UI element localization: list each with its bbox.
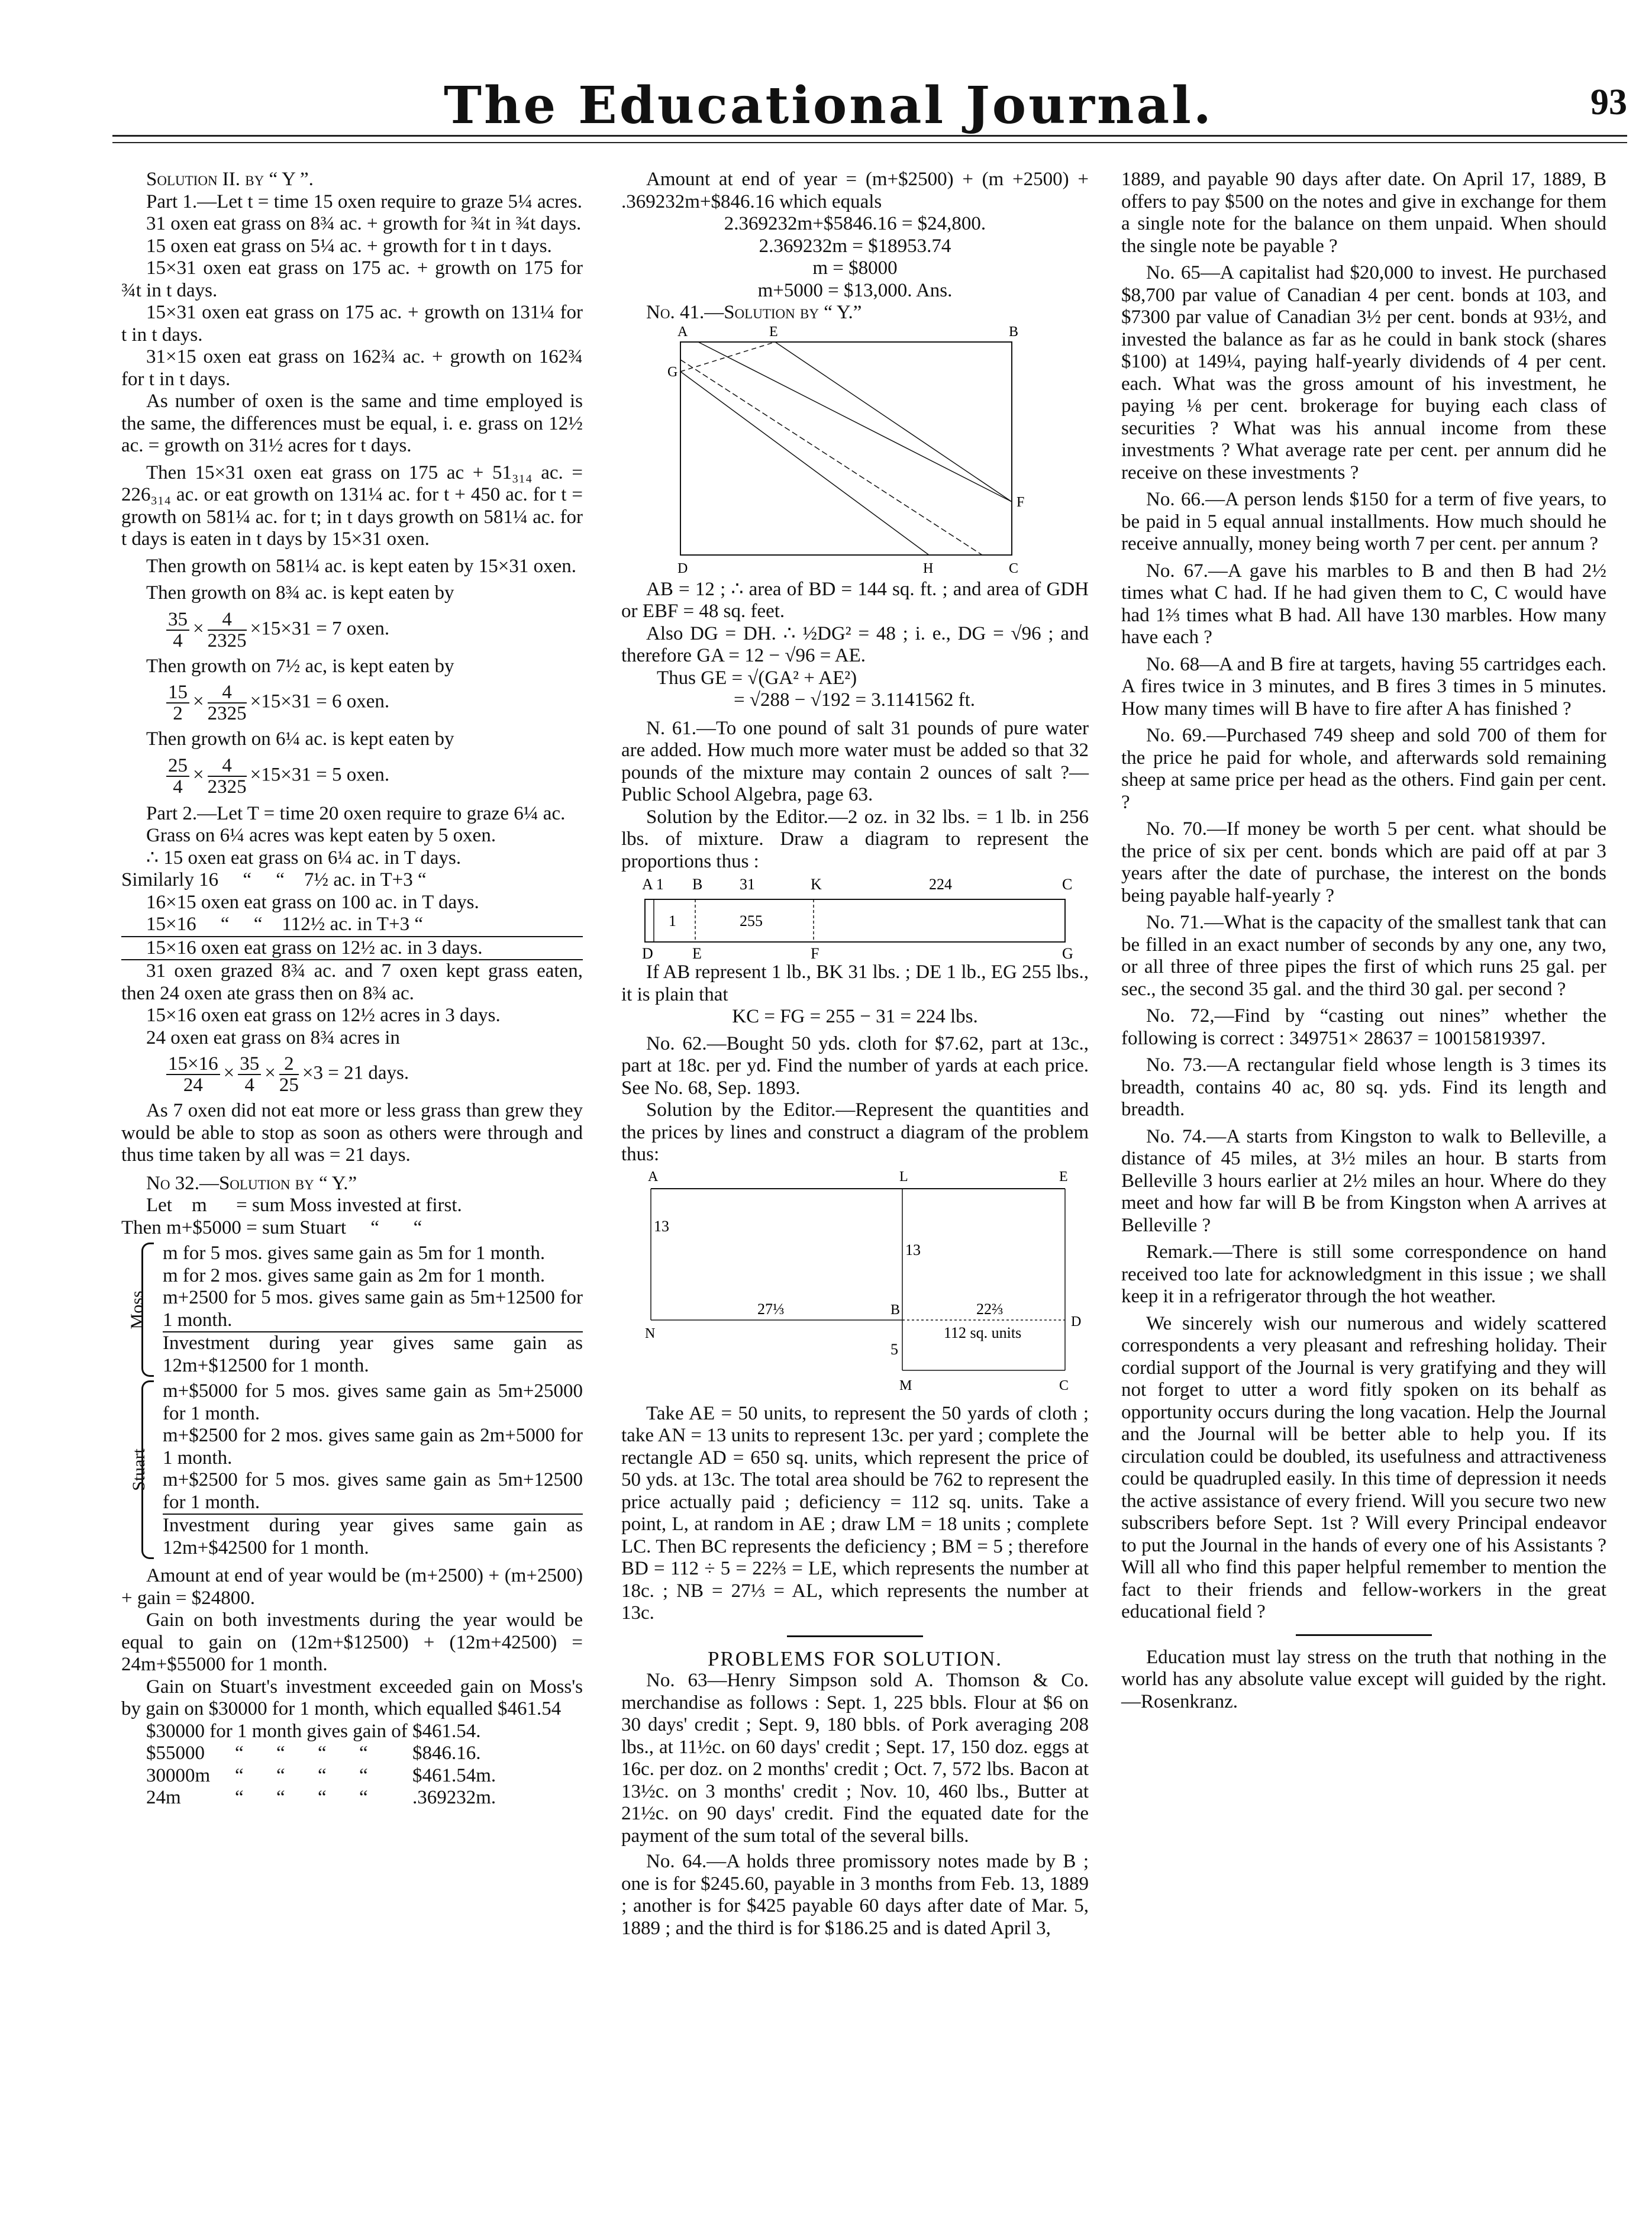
header-rule xyxy=(112,135,1627,137)
label-n: N xyxy=(645,1325,656,1341)
paragraph: 15×31 oxen eat grass on 175 ac. + growth on 175 for ¾t in t days. xyxy=(121,257,583,301)
problem-65: No. 65—A capitalist had $20,000 to invest. He purchased $8,700 par value of Canadian 4 per cent. bonds at 103, and $7300 par value of Canadian 3½ per cent. bonds at 93½, and invested the balance as far as he could in bank stock (shares $100) at 149¼, paying half-yearly dividends of 4 per cent. each. What was the gross amount of his investment, he paying ⅛ per cent. brokerage for buying each class of securities ? What was his annual income from these investments ? What average rate per cent. per annum did he receive on these investments ? xyxy=(1121,262,1606,483)
table-cell: “ xyxy=(318,1787,327,1808)
solution-heading: No. 41.—Solution by “ Y.” xyxy=(646,302,862,323)
remark: Remark.—There is still some correspondence on hand received too late for acknowledgment in this issue ; we shall keep it in a refrigerator through the hot weather. xyxy=(1121,1241,1606,1307)
solution-heading: No 32.—Solution by “ Y.” xyxy=(146,1172,357,1194)
gain-table xyxy=(146,1742,583,1809)
paragraph: Then growth on 8¾ ac. is kept eaten by xyxy=(146,582,454,604)
problem-62: No. 62.—Bought 50 yds. cloth for $7.62, part at 13c., part at 18c. per yd. Find the number of yards at each price. See No. 68, Sep. 1893. xyxy=(621,1032,1089,1099)
column-3 xyxy=(1121,169,1606,1713)
paragraph: Similarly 16 “ “ 7½ ac. in T+3 “ xyxy=(121,869,427,890)
equation: $\frac{25}{4}$ × $\frac{4}{2325}$ ×15×31 = 5 oxen. xyxy=(163,756,583,797)
column-2 xyxy=(621,169,1089,1940)
problem-68: No. 68—A and B fire at targets, having 55 cartridges each. A fires twice in 3 minutes, and B fires 3 times in 5 minutes. How many times will B have to fire after A has finished ? xyxy=(1121,653,1606,719)
paragraph: Part 1.—Let t = time 15 oxen require to graze 5¼ acres. xyxy=(146,191,583,212)
label-m: M xyxy=(899,1377,912,1393)
cloth-diagram xyxy=(621,1166,1089,1403)
table-row xyxy=(146,1742,583,1765)
paragraph: 31×15 oxen eat grass on 162¾ ac. + growth on 162¾ for t in t days. xyxy=(121,346,583,390)
label-a: A xyxy=(648,1169,659,1185)
bracket-line: m+2500 for 5 mos. gives same gain as 5m+12500 for 1 month. xyxy=(163,1287,583,1332)
label: A 1 xyxy=(642,876,664,893)
paragraph: 16×15 oxen eat grass on 100 ac. in T days. xyxy=(146,891,479,913)
paragraph: Gain on Stuart's investment exceeded gain on Moss's by gain on $30000 for 1 month, which equalled $461.54 xyxy=(121,1676,583,1719)
equation: $\frac{15\times 16}{24}$ × $\frac{35}{4}$ × $\frac{2}{25}$ ×3 = 21 days. xyxy=(163,1054,583,1095)
problem-67: No. 67.—A gave his marbles to B and then B had 2½ times what C had. If he had given them to C, C would have had 1⅔ times what B had. All have 130 marbles. How many have each ? xyxy=(1121,560,1606,648)
bracket-line: m+$2500 for 5 mos. gives same gain as 5m+12500 for 1 month. xyxy=(163,1469,583,1515)
table-cell: “ xyxy=(318,1742,327,1764)
masthead xyxy=(112,76,1627,135)
table-cell: “ xyxy=(235,1742,244,1764)
label-f: F xyxy=(1017,494,1025,510)
table-row xyxy=(146,1787,583,1809)
paragraph: Then growth on 6¼ ac. is kept eaten by xyxy=(146,728,454,750)
paragraph: Also DG = DH. ∴ ½DG² = 48 ; i. e., DG = √96 ; and therefore GA = 12 − √96 = AE. xyxy=(621,622,1089,666)
label-a: A xyxy=(677,324,688,340)
problem-61: N. 61.—To one pound of salt 31 pounds of pure water are added. How much more water must be added so that 32 pounds of the mixture may contain 2 ounces of salt ?—Public School Algebra, page 63. xyxy=(621,717,1089,805)
label-e: E xyxy=(769,324,778,340)
table-cell: “ xyxy=(235,1764,244,1786)
label: C xyxy=(1062,876,1073,893)
equation-line: m = $8000 xyxy=(812,257,898,279)
problem-72: No. 72,—Find by “casting out nines” whether the following is correct : 349751× 28637 = 10015819397. xyxy=(1121,1005,1606,1049)
label: E xyxy=(692,945,702,961)
equation-line: KC = FG = 255 − 31 = 224 lbs. xyxy=(732,1006,978,1027)
section-heading: PROBLEMS FOR SOLUTION. xyxy=(707,1647,1003,1670)
problem-64: No. 64.—A holds three promissory notes made by B ; one is for $245.60, payable in 3 months from Feb. 13, 1889 ; another is for $425 payable 60 days after date of Mar. 5, 1889 ; and the third is for $186.25 and is dated April 3, xyxy=(621,1851,1089,1939)
problem-71: No. 71.—What is the capacity of the smallest tank that can be filled in an exact number of seconds by any one, any two, or all three of three pipes the first of which runs 25 gal. per sec., the second 35 gal. and the third 30 gal. per second ? xyxy=(1121,912,1606,1000)
label: 224 xyxy=(929,876,952,893)
label: 255 xyxy=(740,912,763,930)
equation-text: ×15×31 = 6 oxen. xyxy=(250,690,390,712)
paragraph: Amount at end of year = (m+$2500) + (m +2500) + .369232m+$846.16 which equals xyxy=(621,169,1089,212)
bracket-line: Investment during year gives same gain as 12m+$42500 for 1 month. xyxy=(163,1515,583,1558)
moss-bracket xyxy=(121,1243,583,1377)
paragraph: Part 2.—Let T = time 20 oxen require to graze 6¼ ac. xyxy=(146,802,566,824)
page-number: 93 xyxy=(1590,82,1627,122)
label-l: L xyxy=(899,1169,908,1185)
equation: $\frac{15}{2}$ × $\frac{4}{2325}$ ×15×31 = 6 oxen. xyxy=(163,682,583,724)
label: 13 xyxy=(905,1241,921,1259)
label-e: E xyxy=(1059,1169,1068,1185)
label: D xyxy=(642,945,653,961)
label-d: D xyxy=(677,560,688,576)
label: 22⅔ xyxy=(976,1300,1004,1318)
bracket-line: m for 2 mos. gives same gain as 2m for 1 month. xyxy=(163,1264,546,1286)
label-g: G xyxy=(667,364,678,380)
problem-69: No. 69.—Purchased 749 sheep and sold 700 of them for the price he paid for whole, and afterwards sold remaining sheep at same price per head as the others. Find gain per cent. ? xyxy=(1121,725,1606,813)
holiday-notice: We sincerely wish our numerous and widely scattered correspondents a very pleasant and refreshing holiday. Their cordial support of the Journal is very gratifying and they will not forget to utter a word fitly spoken on its behalf as opportunity occurs during the long vacation. Help the Journal and the Journal will be better able to help you. If its circulation could be doubled, its usefulness and attractiveness could be quadrupled easily. In this time of depression it needs the active assistance of every friend. Will you secure two new subscribers before Sept. 1st ? Will every Principal endeavor to put the Journal in the hands of every one of his Assistants ? Will all who find this paper helpful remember to mention the fact to their friends and fellow-workers in the great educational field ? xyxy=(1121,1312,1606,1622)
table-cell: “ xyxy=(359,1764,368,1786)
problem-66: No. 66.—A person lends $150 for a term of five years, to be paid in 5 equal annual installments. How much should he receive annually, money being worth 7 per cent. per annum ? xyxy=(1121,489,1606,554)
paragraph: 31 oxen eat grass on 8¾ ac. + growth for ¾t in ¾t days. xyxy=(146,213,582,234)
label: 27⅓ xyxy=(757,1300,785,1318)
square-diagram xyxy=(621,324,1089,579)
moss-label: Moss xyxy=(127,1290,147,1330)
bracket-line: m+$5000 for 5 mos. gives same gain as 5m+25000 for 1 month. xyxy=(163,1380,583,1424)
paragraph: Solution by the Editor.—Represent the quantities and the prices by lines and construct a diagram of the problem thus: xyxy=(621,1099,1089,1165)
diagonal-line xyxy=(680,360,982,555)
paragraph: Then growth on 581¼ ac. is kept eaten by 15×31 oxen. xyxy=(146,555,577,577)
table-cell: $846.16. xyxy=(412,1742,481,1764)
paragraph: ∴ 15 oxen eat grass on 6¼ ac. in T days. xyxy=(146,847,462,869)
paragraph: Grass on 6¼ acres was kept eaten by 5 oxen. xyxy=(146,825,496,846)
table-cell: 24m xyxy=(146,1787,181,1808)
section-divider xyxy=(1296,1634,1432,1636)
journal-title: The Educational Journal. xyxy=(444,76,1214,135)
paragraph: Then 15×31 oxen eat grass on 175 ac + 51₃₁₄ ac. = 226₃₁₄ ac. or eat growth on 131¼ ac. for t + 450 ac. for t = growth on 581¼ ac. for t; in t days growth on 581¼ ac. for t days is eaten in t days by 15×31 oxen. xyxy=(121,462,583,550)
solution-heading: Solution II. by “ Y ”. xyxy=(146,169,314,190)
paragraph: 15×16 oxen eat grass on 12½ acres in 3 days. xyxy=(146,1005,501,1026)
label-b: B xyxy=(890,1302,901,1318)
paragraph: 15×16 oxen eat grass on 12½ ac. in 3 days. xyxy=(121,937,583,961)
equation-text: ×15×31 = 5 oxen. xyxy=(250,764,390,786)
equation-line: 2.369232m+$5846.16 = $24,800. xyxy=(724,213,986,234)
label-c: C xyxy=(1009,560,1019,576)
salt-diagram xyxy=(621,873,1089,961)
outer-bar xyxy=(645,899,1065,942)
closing-quote: Education must lay stress on the truth that nothing in the world has any absolute value except will guided by the right.—Rosenkranz. xyxy=(1121,1646,1606,1712)
paragraph: AB = 12 ; ∴ area of BD = 144 sq. ft. ; and area of GDH or EBF = 48 sq. feet. xyxy=(621,578,1089,622)
table-row xyxy=(146,1765,583,1787)
table-cell: .369232m. xyxy=(412,1787,496,1808)
problem-63: No. 63—Henry Simpson sold A. Thomson & Co. merchandise as follows : Sept. 1, 225 bbls. Flour at $6 on 30 days' credit ; Sept. 9, 180 bbls. of Pork averaging 208 lbs., at 11½c. on 60 days' credit ; Sept. 17, 150 doz. eggs at 16c. per doz. on 2 months' credit ; Oct. 7, 572 lbs. Bacon at 13½c. on 3 months' credit ; Nov. 10, 460 lbs., Butter at 21½c. on 90 days' credit. Find the equated date for the payment of the sum total of the several bills. xyxy=(621,1670,1089,1847)
problem-74: No. 74.—A starts from Kingston to walk to Belleville, a distance of 45 miles, at 3½ miles an hour. B starts from Belleville 3 hours earlier at 2½ miles an hour. Where do they meet and how far will B be from Kingston when A arrives at Belleville ? xyxy=(1121,1125,1606,1236)
table-cell: $55000 xyxy=(146,1742,205,1764)
table-cell: “ xyxy=(276,1764,285,1786)
table-cell: “ xyxy=(276,1787,285,1808)
table-cell: “ xyxy=(276,1742,285,1764)
label: K xyxy=(811,876,822,893)
label-c: C xyxy=(1059,1377,1069,1393)
equation-line: m+5000 = $13,000. Ans. xyxy=(757,279,953,301)
header-rule-thin xyxy=(112,142,1627,143)
problem-70: No. 70.—If money be worth 5 per cent. what should be the price of six per cent. bonds which are paid off at par 3 years after the date of purchase, the interest on the bonds being payable half-yearly ? xyxy=(1121,818,1606,906)
line-ef xyxy=(775,342,1012,502)
paragraph: 1889, and payable 90 days after date. On April 17, 1889, B offers to pay $500 on the notes and give in exchange for them a single note for the balance on them unpaid. When should the single note be payable ? xyxy=(1121,169,1606,257)
equation-line: = √288 − √192 = 3.1141562 ft. xyxy=(734,689,975,711)
paragraph: Gain on both investments during the year would be equal to gain on (12m+$12500) + (12m+42500) = 24m+$55000 for 1 month. xyxy=(121,1609,583,1675)
paragraph: 15×16 “ “ 112½ ac. in T+3 “ xyxy=(121,914,583,937)
table-cell: “ xyxy=(359,1742,368,1764)
paragraph: Let m = sum Moss invested at first. xyxy=(146,1195,462,1216)
label: F xyxy=(811,945,819,961)
table-cell: “ xyxy=(318,1764,327,1786)
equation-line: Thus GE = √(GA² + AE²) xyxy=(657,667,857,689)
label-b: B xyxy=(1009,324,1019,340)
paragraph: As 7 oxen did not eat more or less grass than grew they would be able to stop as soon as others were through and thus time taken by all was = 21 days. xyxy=(121,1100,583,1166)
equation: $\frac{35}{4}$ × $\frac{4}{2325}$ ×15×31 = 7 oxen. xyxy=(163,609,583,651)
paragraph: Then m+$5000 = sum Stuart “ “ xyxy=(121,1216,422,1238)
square-outline xyxy=(680,342,1012,555)
equation-text: ×15×31 = 7 oxen. xyxy=(250,618,390,640)
label: 1 xyxy=(669,912,676,930)
problem-73: No. 73.—A rectangular field whose length is 3 times its breadth, contains 40 ac, 80 sq. yds. Find its length and breadth. xyxy=(1121,1054,1606,1120)
label-h: H xyxy=(923,560,934,576)
equation-line: 2.369232m = $18953.74 xyxy=(759,235,951,257)
paragraph: 24 oxen eat grass on 8¾ acres in xyxy=(146,1027,400,1048)
label: 112 sq. units xyxy=(944,1324,1022,1341)
table-cell: $461.54m. xyxy=(412,1764,496,1786)
paragraph: Solution by the Editor.—2 oz. in 32 lbs. = 1 lb. in 256 lbs. of mixture. Draw a diagram to represent the proportions thus : xyxy=(621,806,1089,872)
paragraph: Amount at end of year would be (m+2500) + (m+2500) + gain = $24800. xyxy=(121,1565,583,1609)
paragraph: Then growth on 7½ ac, is kept eaten by xyxy=(146,655,454,677)
paragraph: As number of oxen is the same and time employed is the same, the differences must be equal, i. e. grass on 12½ ac. = growth on 31½ acres for t days. xyxy=(121,391,583,456)
paragraph: 31 oxen grazed 8¾ ac. and 7 oxen kept grass eaten, then 24 oxen ate grass then on 8¾ ac. xyxy=(121,960,583,1004)
line-gh xyxy=(680,372,929,555)
bracket-line: m for 5 mos. gives same gain as 5m for 1 month. xyxy=(163,1243,546,1264)
equation-text: ×3 = 21 days. xyxy=(302,1062,409,1084)
label: 13 xyxy=(654,1217,669,1235)
column-1 xyxy=(121,169,583,1809)
stuart-label: Stuart xyxy=(129,1448,149,1491)
stuart-bracket xyxy=(121,1380,583,1559)
label-d: D xyxy=(1071,1314,1082,1330)
diagonal-line xyxy=(698,342,1012,502)
bracket-line: m+$2500 for 2 mos. gives same gain as 2m+5000 for 1 month. xyxy=(163,1425,583,1469)
paragraph: 15 oxen eat grass on 5¼ ac. + growth for t in t days. xyxy=(146,235,552,257)
label: 5 xyxy=(890,1340,898,1358)
table-cell: “ xyxy=(235,1787,244,1808)
paragraph: Take AE = 50 units, to represent the 50 yards of cloth ; take AN = 13 units to represent 13c. per yard ; complete the rectangle AD = 650 sq. units, which represent the price of 50 yds. at 13c. The total area should be 762 to represent the price actually paid ; deficiency = 112 sq. units. Take a point, L, at random in AE ; draw LM = 18 units ; complete LC. Then BC represents the deficiency ; BM = 5 ; therefore BD = 112 ÷ 5 = 22⅔ = LE, which represents the number at 18c. ; NB = 27⅓ = AL, which represents the number at 13c. xyxy=(621,1402,1089,1624)
label: 31 xyxy=(740,876,755,893)
bracket-line: Investment during year gives same gain as 12m+$12500 for 1 month. xyxy=(163,1332,583,1376)
label: G xyxy=(1062,945,1073,961)
table-cell: “ xyxy=(359,1787,368,1808)
table-row: $30000 for 1 month gives gain of $461.54. xyxy=(146,1720,481,1742)
paragraph: If AB represent 1 lb., BK 31 lbs. ; DE 1 lb., EG 255 lbs., it is plain that xyxy=(621,961,1089,1005)
paragraph: 15×31 oxen eat grass on 175 ac. + growth on 131¼ for t in t days. xyxy=(121,302,583,346)
section-divider xyxy=(787,1635,923,1637)
table-cell: 30000m xyxy=(146,1764,211,1786)
label: B xyxy=(692,876,703,893)
